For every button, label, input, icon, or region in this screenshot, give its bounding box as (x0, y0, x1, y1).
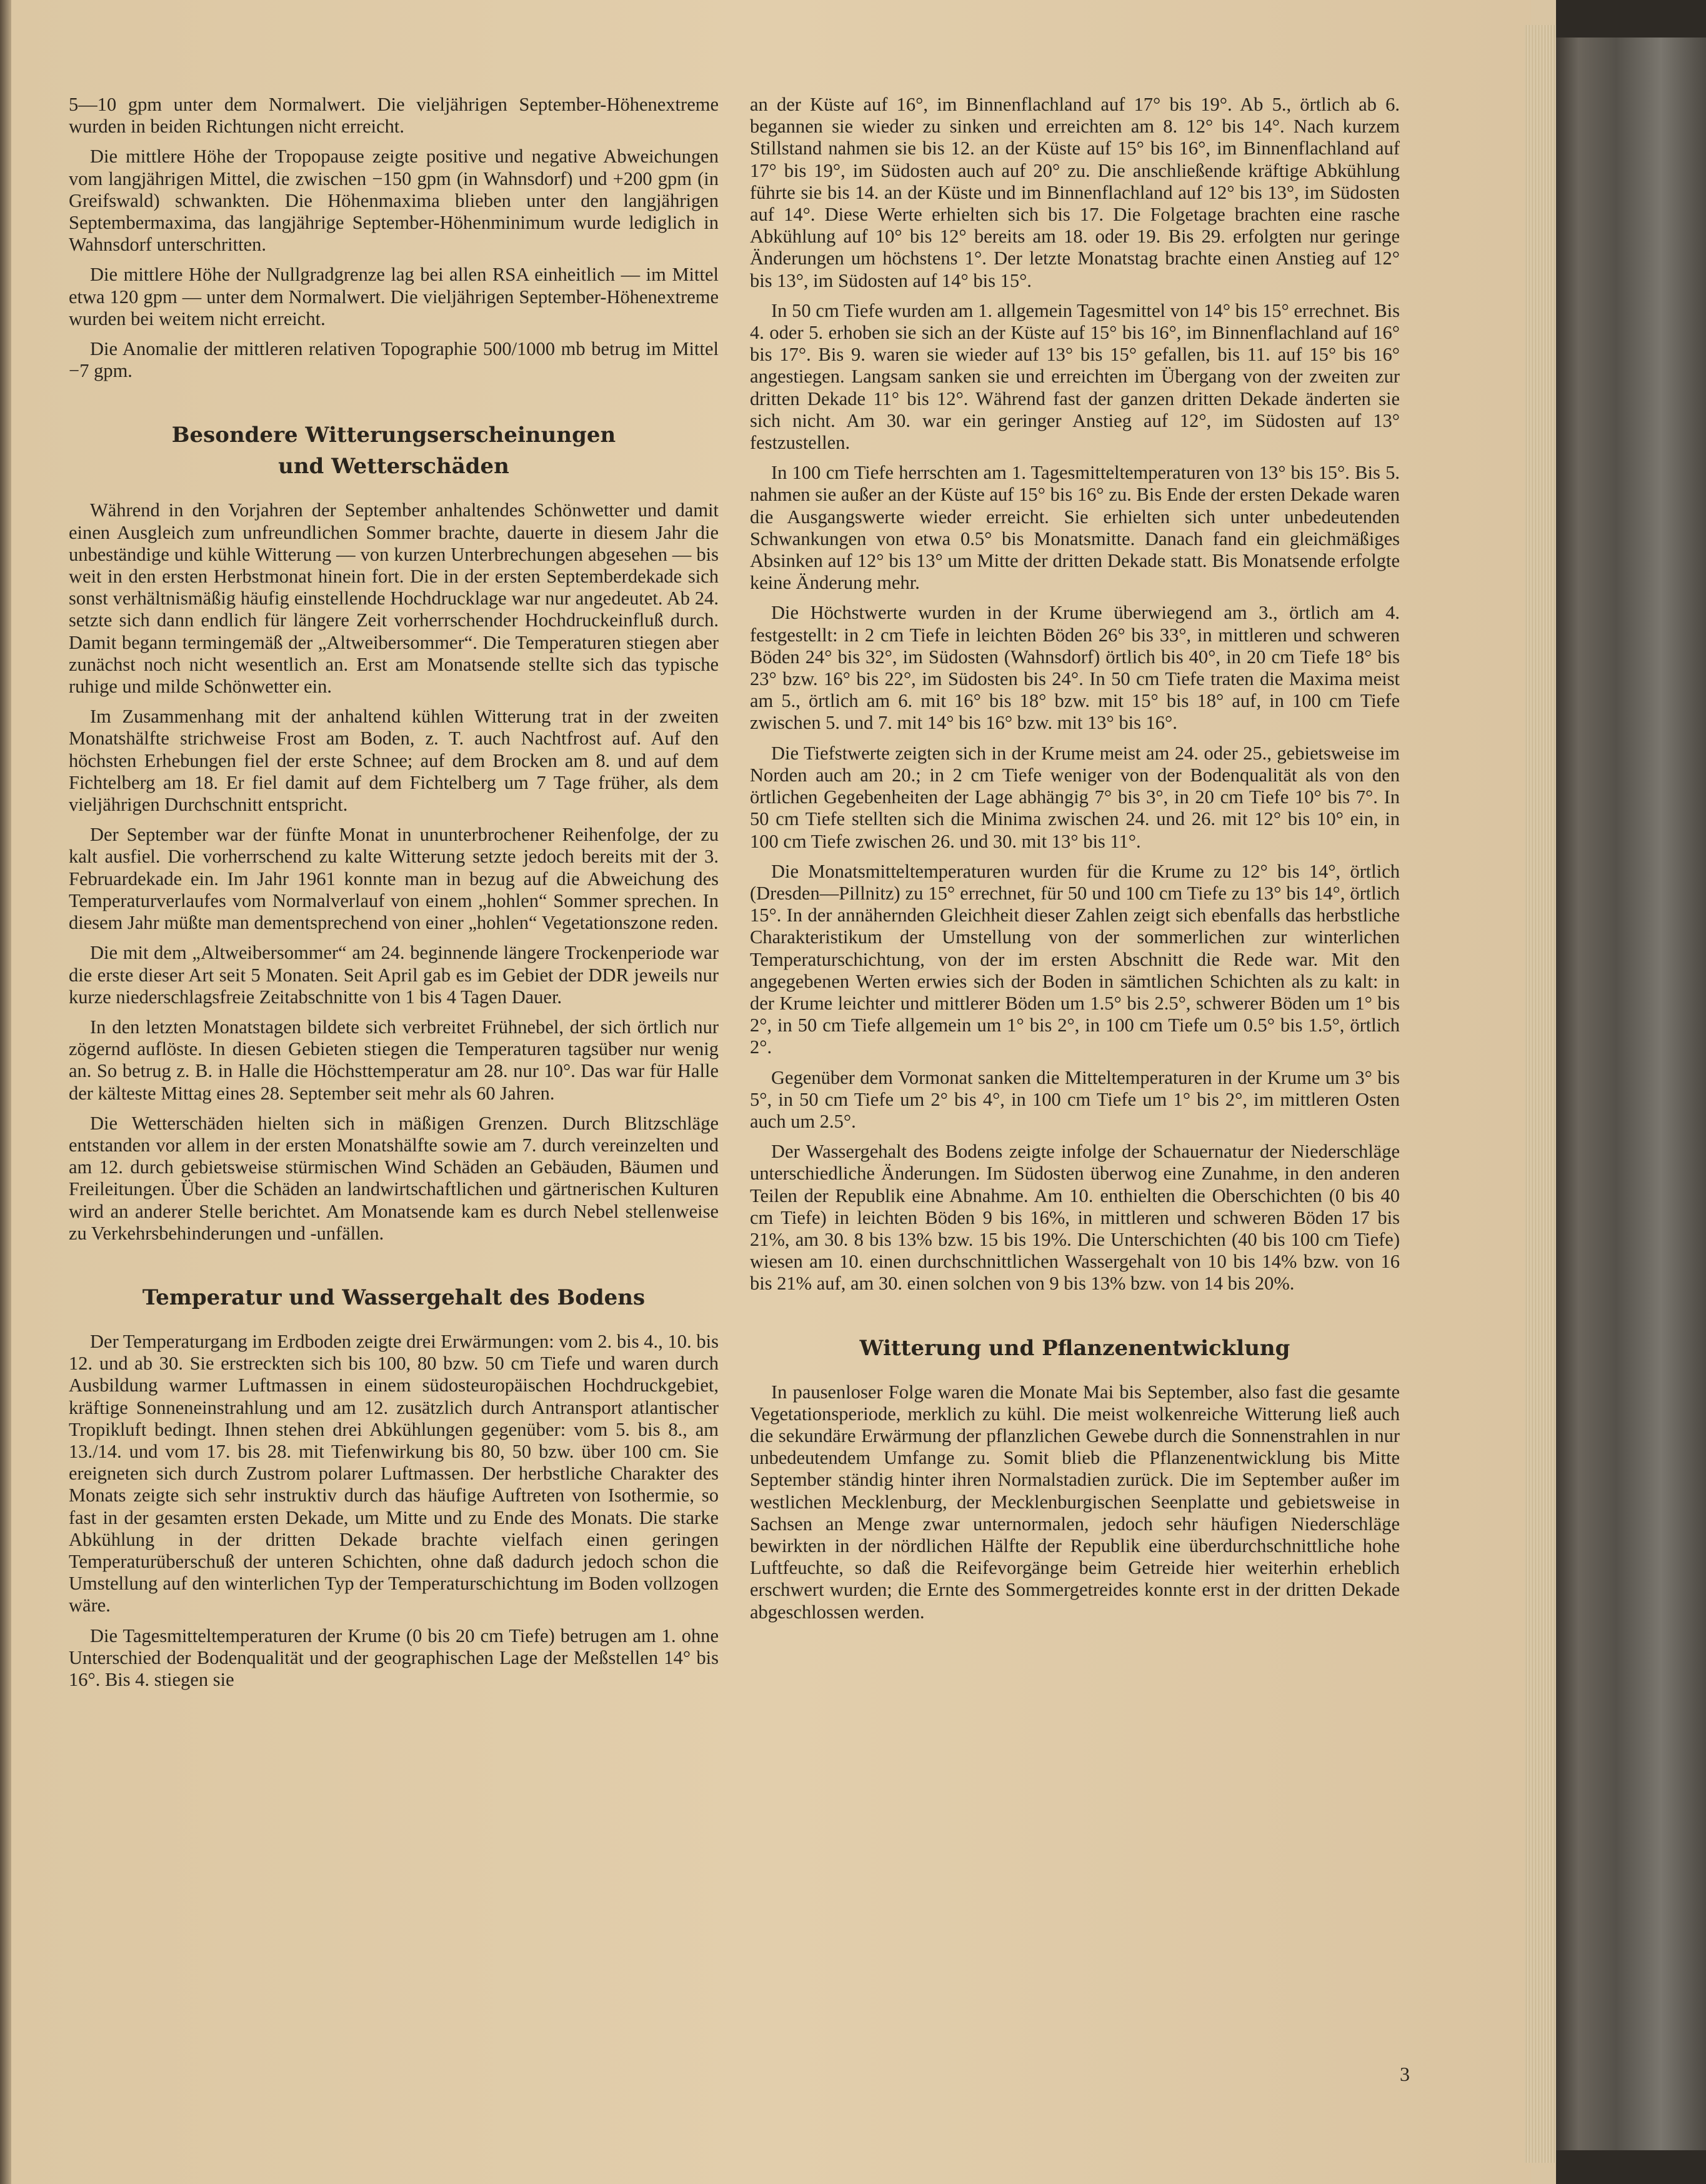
paragraph: Die Anomalie der mittleren relativen Topographie 500/1000 mb betrug im Mittel −7 gpm. (69, 338, 719, 382)
book-spine (1556, 0, 1706, 2184)
left-column (69, 94, 719, 1699)
section-heading-line: und Wetterschäden (278, 454, 509, 479)
paragraph: Die mittlere Höhe der Nullgradgrenze lag bei allen RSA einheitlich — im Mittel etwa 120 gpm — unter dem Normalwert. Die vieljährigen September-Höhenextreme wurden bei weitem nicht erreicht. (69, 264, 719, 329)
spine-band-bottom (1556, 2150, 1706, 2184)
paragraph: Die Tagesmitteltemperaturen der Krume (0 bis 20 cm Tiefe) betrugen am 1. ohne Unterschied der Bodenqualität und der geographischen Lage der Meßstellen 14° bis 16°. Bis 4. stiegen sie (69, 1625, 719, 1690)
spine-band-top (1556, 0, 1706, 38)
section-heading: Witterung und Pflanzenentwicklung (859, 1335, 1290, 1361)
paragraph: Die Wetterschäden hielten sich in mäßigen Grenzen. Durch Blitzschläge entstanden vor allem in der ersten Monatshälfte sowie am 7. durch vereinzelten und am 12. durch gebietsweise stürmischen Wind Schäden an Gebäuden, Bäumen und Freileitungen. Über die Schäden an landwirtschaftlichen und gärtnerischen Kulturen wird an anderer Stelle berichtet. Am Monatsende kam es durch Nebel stellenweise zu Verkehrsbehinderungen und -unfällen. (69, 1112, 719, 1244)
paragraph: In 50 cm Tiefe wurden am 1. allgemein Tagesmittel von 14° bis 15° errechnet. Bis 4. oder 5. erhoben sie sich an der Küste auf 15° bis 16°, im Binnenflachland auf 16° bis 17°. Bis 9. waren sie wieder auf 13° bis 15° gefallen, bis 11. auf 15° bis 16° angestiegen. Langsam sanken sie und erreichten im Übergang von der zweiten zur dritten Dekade 11° bis 12°. Während fast der ganzen dritten Dekade änderten sie sich nicht. Am 30. war ein geringer Anstieg auf 12°, im Südosten auf 13° festzustellen. (750, 299, 1400, 454)
paragraph: Die Monatsmitteltemperaturen wurden für die Krume zu 12° bis 14°, örtlich (Dresden—Pillnitz) zu 15° errechnet, für 50 und 100 cm Tiefe zu 13° bis 14°, örtlich 15°. In der annähernden Gleichheit dieser Zahlen zeigt sich ebenfalls das herbstliche Charakteristikum der Umstellung von der sommerlichen zur winterlichen Temperaturschichtung, von der im ersten Abschnitt die Rede war. Mit den angegebenen Werten erwies sich der Boden in sämtlichen Schichten als zu kalt: in der Krume leichter und mittlerer Böden um 1.5° bis 2.5°, schwerer Böden um 1° bis 2°, in 50 cm Tiefe allgemein um 1° bis 2°, in 100 cm Tiefe um 0.5° bis 1.5°, örtlich 2°. (750, 860, 1400, 1058)
paragraph: 5—10 gpm unter dem Normalwert. Die vieljährigen September-Höhenextreme wurden in beiden Richtungen nicht erreicht. (69, 94, 719, 138)
paragraph: Der Temperaturgang im Erdboden zeigte drei Erwärmungen: vom 2. bis 4., 10. bis 12. und ab 30. Sie erstreckten sich bis 100, 80 bzw. 50 cm Tiefe und waren durch Ausbildung warmer Luftmassen in einem südosteuropäischen Hochdruckgebiet, kräftige Sonneneinstrahlung und am 12. zusätzlich durch Antransport atlantischer Tropikluft bedingt. Ihnen stehen drei Abkühlungen gegenüber: vom 5. bis 8., am 13./14. und vom 17. bis 28. mit Tiefenwirkung bis 80, 50 bzw. über 100 cm. Sie ereigneten sich durch Zustrom polarer Luftmassen. Der herbstliche Charakter des Monats zeigte sich sehr instruktiv durch das häufige Auftreten von Isothermie, so fast in der gesamten ersten Dekade, um Mitte und zu Ende des Monats. Die starke Abkühlung in der dritten Dekade brachte vielfach einen geringen Temperaturüberschuß der unteren Schichten, ohne daß dadurch jedoch schon die Umstellung auf den winterlichen Typ der Temperaturschichtung im Boden vollzogen wäre. (69, 1330, 719, 1616)
paragraph: In den letzten Monatstagen bildete sich verbreitet Frühnebel, der sich örtlich nur zögernd auflöste. In diesen Gebieten stiegen die Temperaturen tagsüber nur wenig an. So betrug z. B. in Halle die Höchsttemperatur am 28. nur 10°. Das war für Halle der kälteste Mittag eines 28. September seit mehr als 60 Jahren. (69, 1016, 719, 1104)
paragraph: Die Höchstwerte wurden in der Krume überwiegend am 3., örtlich am 4. festgestellt: in 2 cm Tiefe in leichten Böden 26° bis 33°, in mittleren und schweren Böden 24° bis 32°, im Südosten (Wahnsdorf) örtlich bis 40°, in 20 cm Tiefe 18° bis 23° bzw. 16° bis 22°, im Südosten bis 24°. In 50 cm Tiefe traten die Maxima meist am 5., örtlich am 6. mit 16° bis 18° bzw. mit 15° bis 18° auf, in 100 cm Tiefe zwischen 5. und 7. mit 14° bis 16° bzw. mit 13° bis 16°. (750, 602, 1400, 734)
paragraph: Die mit dem „Altweibersommer“ am 24. beginnende längere Trockenperiode war die erste dieser Art seit 5 Monaten. Seit April gab es im Gebiet der DDR jeweils nur kurze niederschlagsfreie Zeitabschnitte von 1 bis 4 Tagen Dauer. (69, 942, 719, 1008)
paragraph: an der Küste auf 16°, im Binnenflachland auf 17° bis 19°. Ab 5., örtlich ab 6. begannen sie wieder zu sinken und erreichten am 8. 12° bis 14°. Nach kurzem Stillstand nahmen sie bis 12. an der Küste auf 15° bis 16°, im Binnenflachland auf 17° bis 19°, im Südosten auch auf 20° zu. Die anschließende kräftige Abkühlung führte sie bis 14. an der Küste und im Binnenflachland auf 12° bis 13°, im Südosten auf 14°. Diese Werte erhielten sich bis 17. Die Folgetage brachten eine rasche Abkühlung auf 10° bis 12° bereits am 18. oder 19. Bis 29. erfolgten nur geringe Änderungen um höchstens 1°. Der letzte Monatstag brachte einen Anstieg auf 12° bis 13°, im Südosten auf 14° bis 15°. (750, 94, 1400, 291)
paragraph: Im Zusammenhang mit der anhaltend kühlen Witterung trat in der zweiten Monatshälfte strichweise Frost am Boden, z. T. auch Nachtfrost auf. Auf den höchsten Erhebungen fiel der erste Schnee; auf dem Brocken am 8. und auf dem Fichtelberg am 18. Er fiel damit auf dem Fichtelberg um 7 Tage früher, als dem vieljährigen Durchschnitt entspricht. (69, 706, 719, 816)
right-column (750, 94, 1400, 1631)
paragraph: Der Wassergehalt des Bodens zeigte infolge der Schauernatur der Niederschläge unterschiedliche Änderungen. Im Südosten überwog eine Zunahme, in den anderen Teilen der Republik eine Abnahme. Am 10. enthielten die Oberschichten (0 bis 40 cm Tiefe) in leichten Böden 9 bis 16%, in mittleren und schweren Böden 17 bis 21%, am 30. 8 bis 13% bzw. 15 bis 19%. Die Unterschichten (40 bis 100 cm Tiefe) wiesen am 10. einen durchschnittlichen Wassergehalt von 10 bis 14% bzw. von 16 bis 21% auf, am 30. einen solchen von 9 bis 13% bzw. von 14 bis 20%. (750, 1141, 1400, 1295)
page-edges (1525, 25, 1556, 2163)
section-heading: Temperatur und Wassergehalt des Bodens (142, 1285, 646, 1310)
paragraph: Die mittlere Höhe der Tropopause zeigte positive und negative Abweichungen vom langjährigen Mittel, die zwischen −150 gpm (in Wahnsdorf) und +200 gpm (in Greifswald) schwankten. Die Höhenmaxima blieben unter den langjährigen Septembermaxima, das langjährige September-Höhenminimum wurde lediglich in Wahnsdorf unterschritten. (69, 146, 719, 256)
section-heading (69, 419, 719, 482)
paragraph: In pausenloser Folge waren die Monate Mai bis September, also fast die gesamte Vegetationsperiode, merklich zu kühl. Die meist wolkenreiche Witterung ließ auch die sekundäre Erwärmung der pflanzlichen Gewebe durch die Sonnenstrahlen in nur unbedeutendem Umfange zu. Somit blieb die Pflanzenentwicklung bis Mitte September ständig hinter ihren Normalstadien zurück. Die im September außer im westlichen Mecklenburg, der Mecklenburgischen Seenplatte und gebietsweise in Sachsen an Menge zwar unternormalen, jedoch sehr häufigen Niederschläge bewirkten in der nördlichen Hälfte der Republik eine überdurchschnittliche hohe Luftfeuchte, so daß die Reifevorgänge beim Getreide hier weiterhin erheblich erschwert wurden; die Ernte des Sommergetreides konnte erst in der dritten Dekade abgeschlossen werden. (750, 1381, 1400, 1623)
gutter-shadow (0, 0, 11, 2184)
paragraph: Der September war der fünfte Monat in ununterbrochener Reihenfolge, der zu kalt ausfiel. Die vorherrschend zu kalte Witterung setzte jedoch bereits mit der 3. Februardekade ein. Im Jahr 1961 konnte man in bezug auf die Abweichung des Temperaturverlaufes vom Normalverlauf von einem „hohlen“ Sommer sprechen. In diesem Jahr müßte man dementsprechend von einer „hohlen“ Vegetationszone reden. (69, 824, 719, 934)
paragraph: Gegenüber dem Vormonat sanken die Mitteltemperaturen in der Krume um 3° bis 5°, in 50 cm Tiefe um 2° bis 4°, in 100 cm Tiefe um 1° bis 2°, im mittleren Osten auch um 2.5°. (750, 1066, 1400, 1132)
page-number: 3 (1400, 2063, 1410, 2085)
paragraph: Während in den Vorjahren der September anhaltendes Schönwetter und damit einen Ausgleich zum unfreundlichen Sommer brachte, dauerte in diesem Jahr die unbeständige und kühle Witterung — von kurzen Unterbrechungen abgesehen — bis weit in den ersten Herbstmonat hinein fort. Die in der ersten Septemberdekade sich sonst verhältnismäßig häufig einstellende Hochdrucklage war nur angedeutet. Ab 24. setzte sich dann endlich für längere Zeit vorherrschender Hochdruckeinfluß durch. Damit begann termingemäß der „Altweibersommer“. Die Temperaturen stiegen aber zunächst noch nicht wesentlich an. Erst am Monatsende stellte sich das typische ruhige und milde Schönwetter ein. (69, 499, 719, 698)
paragraph: In 100 cm Tiefe herrschten am 1. Tagesmitteltemperaturen von 13° bis 15°. Bis 5. nahmen sie außer an der Küste auf 15° bis 16° zu. Bis Ende der ersten Dekade waren die Ausgangswerte wieder erreicht. Sie erhielten sich unter unbedeutenden Schwankungen von etwa 0.5° bis Monatsmitte. Danach fand ein gleichmäßiges Absinken auf 12° bis 13° um Mitte der dritten Dekade statt. Bis Monatsende erfolgte keine Änderung mehr. (750, 462, 1400, 594)
paragraph: Die Tiefstwerte zeigten sich in der Krume meist am 24. oder 25., gebietsweise im Norden auch am 20.; in 2 cm Tiefe weniger von der Bodenqualität als von den örtlichen Gegebenheiten der Lage abhängig 7° bis 3°, in 20 cm Tiefe 10° bis 7°. In 50 cm Tiefe stellten sich die Minima zwischen 24. und 26. mit 12° bis 10° ein, in 100 cm Tiefe zwischen 26. und 30. mit 13° bis 11°. (750, 742, 1400, 852)
section-heading-line: Besondere Witterungserscheinungen (171, 423, 616, 448)
